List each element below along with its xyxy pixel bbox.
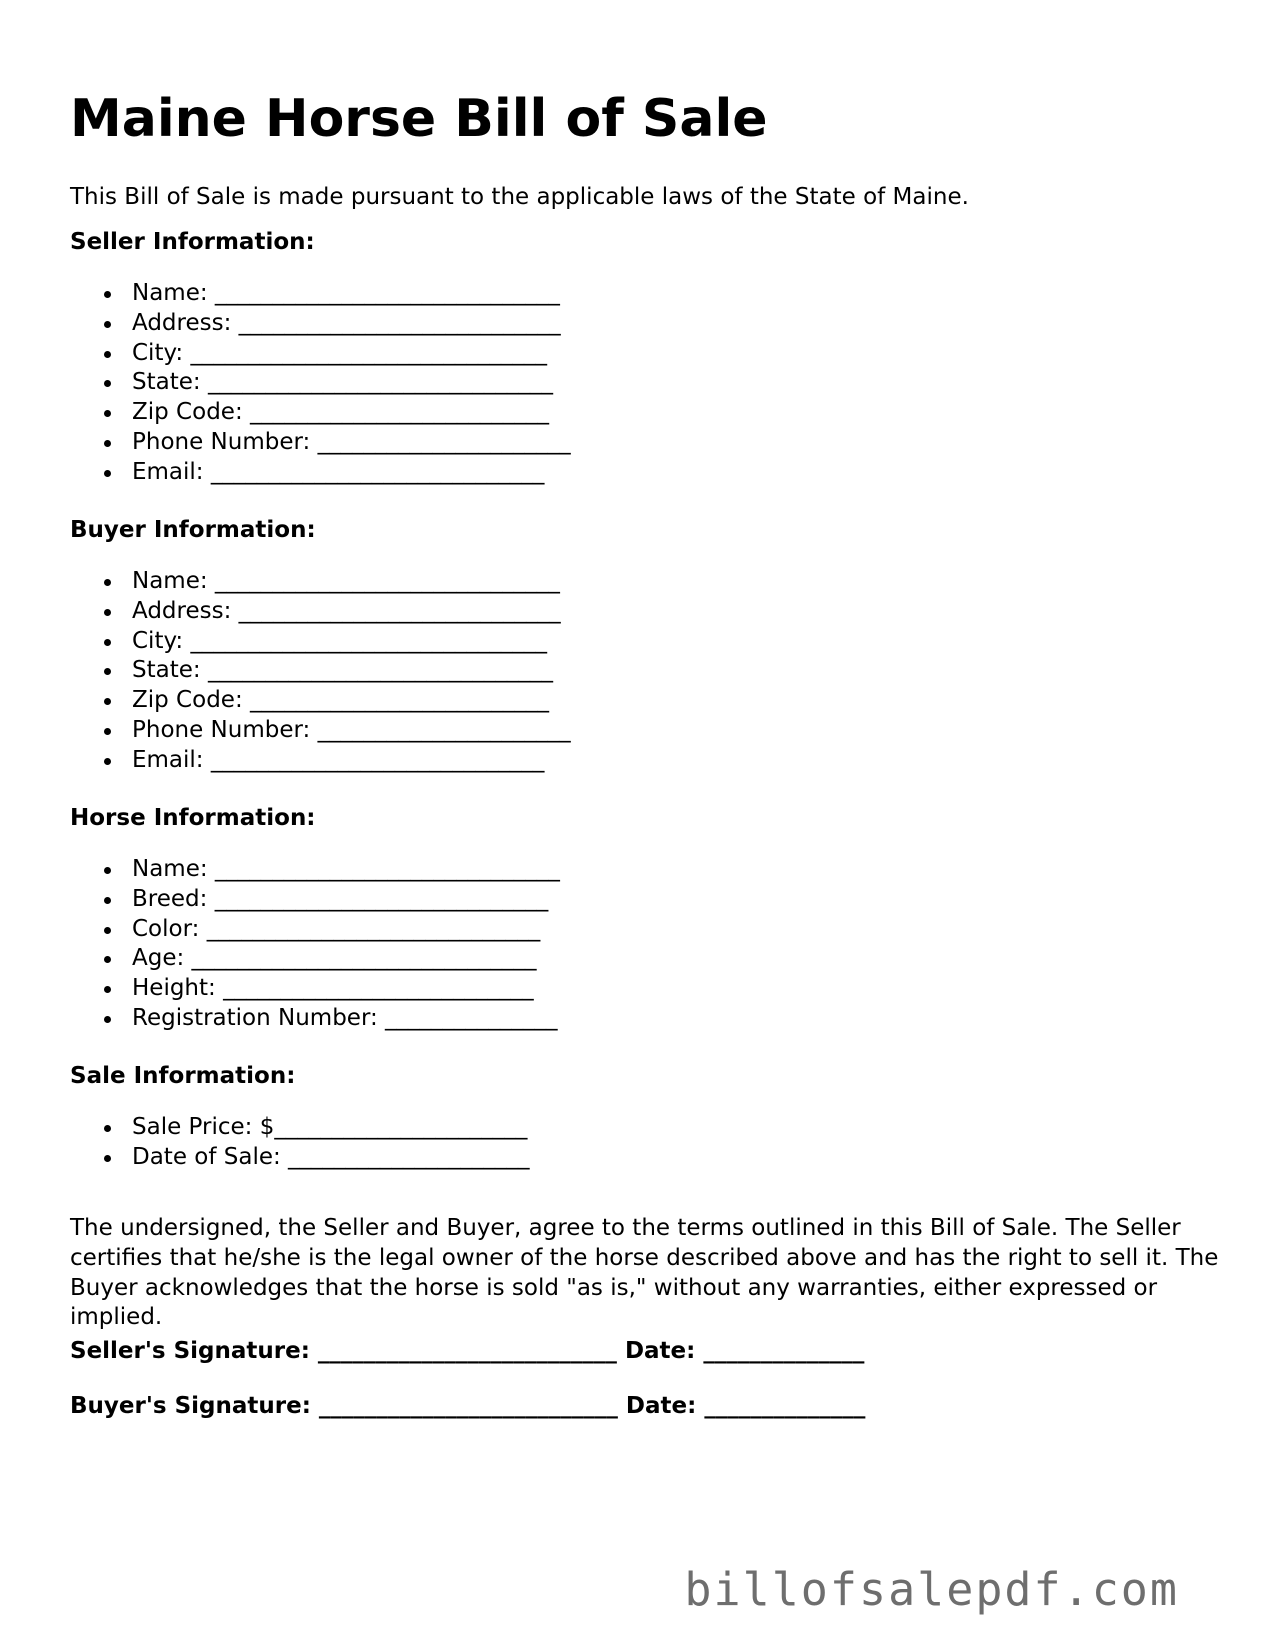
buyer-state-field[interactable]: State: ______________________________ <box>132 656 571 686</box>
buyer-address-field[interactable]: Address: ____________________________ <box>132 597 571 627</box>
sale-heading: Sale Information: <box>70 1063 296 1089</box>
seller-city-field[interactable]: City: _______________________________ <box>132 339 571 369</box>
horse-breed-field[interactable]: Breed: _____________________________ <box>132 885 560 915</box>
horse-color-field[interactable]: Color: _____________________________ <box>132 915 560 945</box>
seller-phone-field[interactable]: Phone Number: ______________________ <box>132 428 571 458</box>
terms-paragraph: The undersigned, the Seller and Buyer, agree to the terms outlined in this Bill of Sale. The Seller certifies that he/she is the legal owner of the horse described above and has the right to sell it. The Buyer acknowledges that the horse is sold "as is," without any warranties, either expressed or implied. <box>70 1215 1219 1331</box>
seller-signature-line[interactable]: Seller's Signature: __________________________ Date: ______________ <box>70 1338 865 1364</box>
sale-fields <box>70 1113 530 1173</box>
buyer-city-field[interactable]: City: _______________________________ <box>132 627 571 657</box>
buyer-fields <box>70 567 571 776</box>
buyer-name-field[interactable]: Name: ______________________________ <box>132 567 571 597</box>
horse-name-field[interactable]: Name: ______________________________ <box>132 855 560 885</box>
horse-age-field[interactable]: Age: ______________________________ <box>132 944 560 974</box>
sale-price-field[interactable]: Sale Price: $______________________ <box>132 1113 530 1143</box>
watermark-logo: billofsalepdf.com <box>684 1563 1179 1616</box>
buyer-signature-line[interactable]: Buyer's Signature: __________________________ Date: ______________ <box>70 1393 866 1419</box>
seller-name-field[interactable]: Name: ______________________________ <box>132 279 571 309</box>
horse-height-field[interactable]: Height: ___________________________ <box>132 974 560 1004</box>
seller-state-field[interactable]: State: ______________________________ <box>132 368 571 398</box>
intro-text: This Bill of Sale is made pursuant to the applicable laws of the State of Maine. <box>70 184 969 210</box>
horse-fields <box>70 855 560 1034</box>
buyer-phone-field[interactable]: Phone Number: ______________________ <box>132 716 571 746</box>
buyer-email-field[interactable]: Email: _____________________________ <box>132 746 571 776</box>
seller-address-field[interactable]: Address: ____________________________ <box>132 309 571 339</box>
buyer-zip-field[interactable]: Zip Code: __________________________ <box>132 686 571 716</box>
seller-fields <box>70 279 571 488</box>
horse-heading: Horse Information: <box>70 805 316 831</box>
sale-date-field[interactable]: Date of Sale: _____________________ <box>132 1143 530 1173</box>
buyer-heading: Buyer Information: <box>70 517 316 543</box>
seller-zip-field[interactable]: Zip Code: __________________________ <box>132 398 571 428</box>
seller-heading: Seller Information: <box>70 229 315 255</box>
horse-registration-field[interactable]: Registration Number: _______________ <box>132 1004 560 1034</box>
seller-email-field[interactable]: Email: _____________________________ <box>132 458 571 488</box>
document-title: Maine Horse Bill of Sale <box>70 89 768 149</box>
